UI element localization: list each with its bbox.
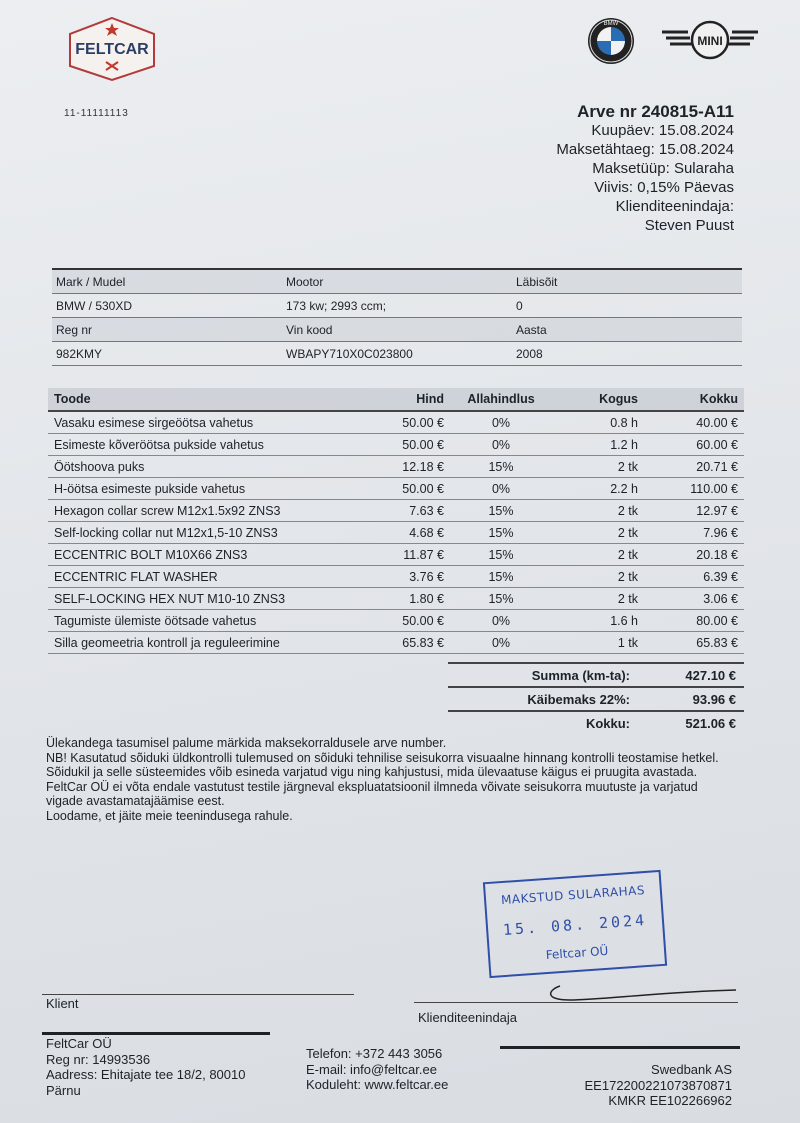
paid-stamp (483, 870, 667, 978)
items-table (48, 388, 744, 654)
item-discount: 0% (450, 434, 552, 456)
mini-logo-text: MINI (697, 34, 723, 48)
mileage-label: Läbisõit (512, 269, 742, 294)
vin-label: Vin kood (282, 318, 512, 342)
invoice-date: Kuupäev: 15.08.2024 (591, 122, 734, 139)
item-qty: 2 tk (552, 566, 644, 588)
item-discount: 15% (450, 544, 552, 566)
servicer-signature-label: Klienditeenindaja (418, 1010, 518, 1025)
totals-row (448, 711, 744, 734)
vehicle-header-row (52, 269, 742, 294)
item-row (48, 522, 744, 544)
item-total: 80.00 € (644, 610, 744, 632)
reg-label: Reg nr (52, 318, 282, 342)
item-product: Esimeste kõveröötsa pukside vahetus (48, 434, 376, 456)
footer-contact-block (306, 1046, 448, 1093)
item-total: 60.00 € (644, 434, 744, 456)
late-fee: Viivis: 0,15% Päevas (594, 179, 734, 196)
item-row (48, 411, 744, 434)
item-row (48, 632, 744, 654)
items-body (48, 411, 744, 654)
item-price: 4.68 € (376, 522, 450, 544)
sum-label: Summa (km-ta): (448, 663, 638, 687)
item-product: Hexagon collar screw M12x1.5x92 ZNS3 (48, 500, 376, 522)
make-value: BMW / 530XD (52, 294, 282, 318)
footer-reg: Reg nr: 14993536 (46, 1051, 151, 1067)
footer-iban: EE172200221073870871 (584, 1077, 732, 1093)
col-qty: Kogus (552, 388, 644, 411)
reg-value: 982KMY (52, 342, 282, 366)
item-discount: 15% (450, 456, 552, 478)
col-price: Hind (376, 388, 450, 411)
note-disclaimer: NB! Kasutatud sõiduki üldkontrolli tulemused on sõiduki tehnilise seisukorra visuaalne hinnang kontrolli teostamise hetkel. Sõidukil ja selle süsteemides võib esineda varjatud vigu ning kahjustusi, mida ülevaatuse käigus ei pruugita avastada. FeltCar OÜ ei võta endale vastutust testile järgneval ekspluatatsioonil ilmneda võivate seisukorra muutuste ja varjatud vigade avastamatajäämise eest. (46, 750, 719, 808)
item-price: 11.87 € (376, 544, 450, 566)
item-row (48, 434, 744, 456)
item-discount: 0% (450, 411, 552, 434)
footer-bank: Swedbank AS (651, 1062, 732, 1077)
item-product: Vasaku esimese sirgeöötsa vahetus (48, 411, 376, 434)
item-price: 50.00 € (376, 434, 450, 456)
reference-code: 11-11111113 (64, 108, 129, 119)
vehicle-value-row (52, 342, 742, 366)
item-row (48, 478, 744, 500)
footer-city: Pärnu (46, 1082, 81, 1098)
footer-web: Koduleht: www.feltcar.ee (306, 1077, 449, 1092)
col-product: Toode (48, 388, 376, 411)
item-product: ECCENTRIC FLAT WASHER (48, 566, 376, 588)
footer-address: Aadress: Ehitajate tee 18/2, 80010 (46, 1067, 246, 1082)
stamp-text: MAKSTUD SULARAHAS (500, 883, 646, 908)
item-product: Self-locking collar nut M12x1,5-10 ZNS3 (48, 522, 376, 544)
item-total: 6.39 € (644, 566, 744, 588)
payment-type: Maksetüüp: Sularaha (592, 160, 734, 177)
item-product: Tagumiste ülemiste öötsade vahetus (48, 610, 376, 632)
feltcar-logo (66, 16, 158, 82)
bmw-logo (586, 16, 636, 66)
footer-company-block (46, 1036, 245, 1098)
engine-value: 173 kw; 2993 ccm; (282, 294, 512, 318)
item-qty: 2 tk (552, 456, 644, 478)
notes (46, 736, 736, 823)
item-discount: 0% (450, 632, 552, 654)
item-row (48, 500, 744, 522)
item-price: 50.00 € (376, 478, 450, 500)
stamp-company: Feltcar OÜ (545, 943, 609, 963)
item-qty: 2 tk (552, 522, 644, 544)
item-qty: 2 tk (552, 544, 644, 566)
client-signature-line (42, 994, 354, 995)
item-qty: 1.6 h (552, 610, 644, 632)
client-signature-label: Klient (46, 996, 79, 1011)
item-qty: 1.2 h (552, 434, 644, 456)
vat-label: Käibemaks 22%: (448, 687, 638, 711)
item-product: SELF-LOCKING HEX NUT M10-10 ZNS3 (48, 588, 376, 610)
item-price: 50.00 € (376, 610, 450, 632)
item-total: 65.83 € (644, 632, 744, 654)
item-price: 3.76 € (376, 566, 450, 588)
vat-value: 93.96 € (638, 687, 744, 711)
item-qty: 2 tk (552, 500, 644, 522)
sum-value: 427.10 € (638, 663, 744, 687)
bmw-logo-text: BMW (603, 21, 619, 27)
footer-rule-right (500, 1046, 740, 1049)
item-discount: 15% (450, 566, 552, 588)
make-label: Mark / Mudel (52, 269, 282, 294)
item-total: 40.00 € (644, 411, 744, 434)
footer-rule-left (42, 1032, 270, 1035)
item-discount: 15% (450, 500, 552, 522)
vehicle-header-row (52, 318, 742, 342)
item-discount: 0% (450, 478, 552, 500)
footer-phone: Telefon: +372 443 3056 (306, 1046, 443, 1061)
footer-company: FeltCar OÜ (46, 1036, 112, 1051)
totals-row (448, 663, 744, 687)
item-total: 110.00 € (644, 478, 744, 500)
col-discount: Allahindlus (450, 388, 552, 411)
item-price: 7.63 € (376, 500, 450, 522)
item-product: ECCENTRIC BOLT M10X66 ZNS3 (48, 544, 376, 566)
item-product: Öötshoova puks (48, 456, 376, 478)
item-row (48, 610, 744, 632)
item-row (48, 544, 744, 566)
item-row (48, 566, 744, 588)
mileage-value: 0 (512, 294, 742, 318)
col-total: Kokku (644, 388, 744, 411)
item-qty: 0.8 h (552, 411, 644, 434)
item-total: 20.18 € (644, 544, 744, 566)
note-thanks: Loodame, et jäite meie teenindusega rahule. (46, 808, 293, 823)
servicer-name: Steven Puust (644, 217, 734, 234)
invoice-number: Arve nr 240815-A11 (577, 102, 734, 121)
vin-value: WBAPY710X0C023800 (282, 342, 512, 366)
item-product: Silla geomeetria kontroll ja reguleerimine (48, 632, 376, 654)
servicer-label: Klienditeenindaja: (615, 198, 734, 215)
invoice-due-date: Maksetähtaeg: 15.08.2024 (556, 141, 734, 158)
item-total: 20.71 € (644, 456, 744, 478)
item-discount: 15% (450, 522, 552, 544)
item-price: 50.00 € (376, 411, 450, 434)
servicer-signature-line (414, 1002, 738, 1003)
footer-bank-block (585, 1062, 732, 1109)
item-row (48, 588, 744, 610)
item-qty: 2 tk (552, 588, 644, 610)
total-value: 521.06 € (638, 711, 744, 734)
invoice-header (556, 102, 734, 235)
year-label: Aasta (512, 318, 742, 342)
item-total: 7.96 € (644, 522, 744, 544)
item-row (48, 456, 744, 478)
items-header-row (48, 388, 744, 411)
footer-vat: KMKR EE102266962 (608, 1093, 732, 1108)
mini-logo (660, 20, 760, 60)
totals-row (448, 687, 744, 711)
year-value: 2008 (512, 342, 742, 366)
item-price: 65.83 € (376, 632, 450, 654)
item-discount: 15% (450, 588, 552, 610)
vehicle-table (52, 268, 742, 366)
totals-table (448, 662, 744, 734)
item-discount: 0% (450, 610, 552, 632)
total-label: Kokku: (448, 711, 638, 734)
item-product: H-öötsa esimeste pukside vahetus (48, 478, 376, 500)
item-qty: 1 tk (552, 632, 644, 654)
footer-email: E-mail: info@feltcar.ee (306, 1061, 437, 1077)
vehicle-value-row (52, 294, 742, 318)
stamp-date: 15. 08. 2024 (502, 910, 648, 940)
item-price: 12.18 € (376, 456, 450, 478)
engine-label: Mootor (282, 269, 512, 294)
note-payment: Ülekandega tasumisel palume märkida maksekorraldusele arve number. (46, 736, 447, 750)
item-total: 12.97 € (644, 500, 744, 522)
item-total: 3.06 € (644, 588, 744, 610)
feltcar-logo-text: FELTCAR (75, 41, 149, 58)
item-qty: 2.2 h (552, 478, 644, 500)
item-price: 1.80 € (376, 588, 450, 610)
